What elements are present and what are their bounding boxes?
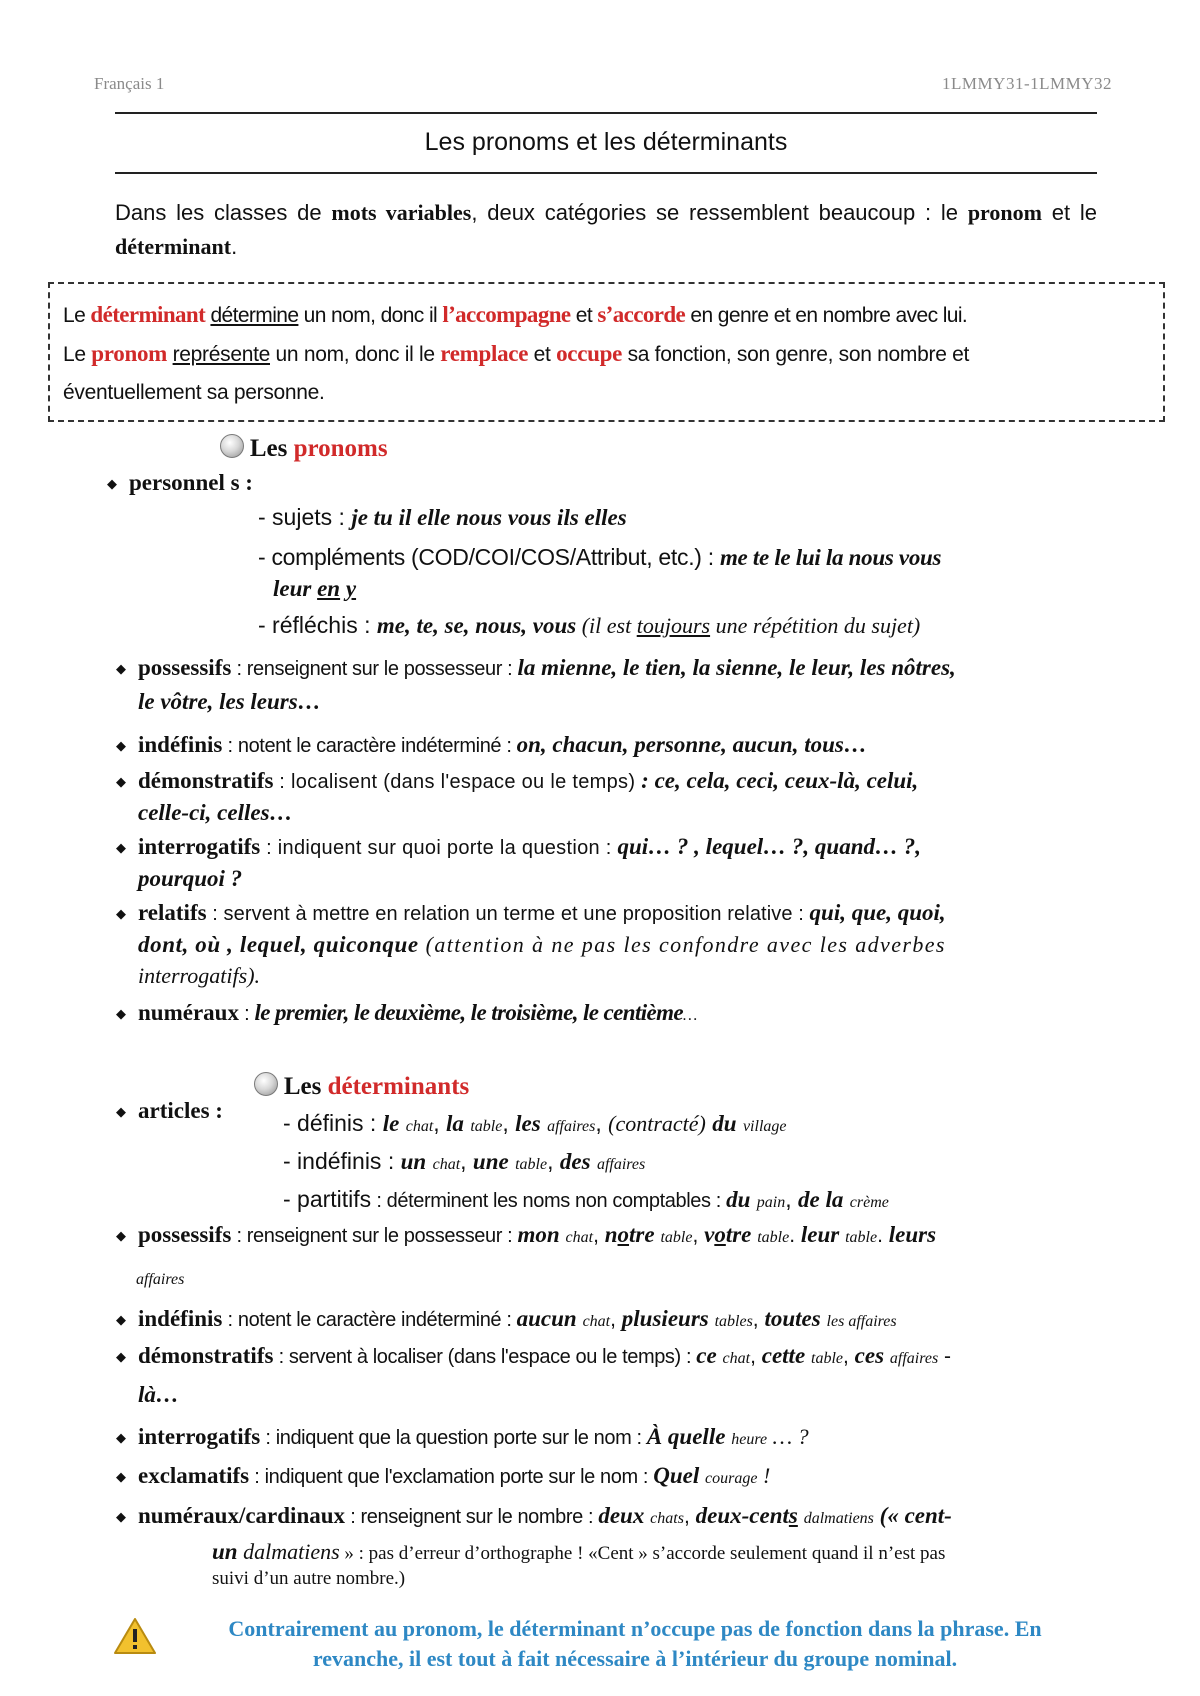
item-numeraux: ◆ numéraux : le premier, le deuxième, le troisième, le centième… [116, 1000, 698, 1025]
diamond-bullet-icon: ◆ [116, 1431, 126, 1446]
sub-complements: - compléments (COD/COI/COS/Attribut, etc.) : me te le lui la nous vous [258, 544, 942, 570]
sub-complements-cont: leur en y [273, 576, 357, 601]
item-det-numeraux-cont: un dalmatiens » : pas d’erreur d’orthographe ! «Cent » s’accorde seulement quand il n’est pas [212, 1539, 946, 1564]
intro-keyword: pronom [967, 200, 1042, 225]
item-personnels: ◆ personnel s : [107, 470, 253, 495]
intro-text: . [231, 234, 238, 259]
title-rule-top [115, 112, 1097, 114]
item-det-interrogatifs: ◆ interrogatifs : indiquent que la question porte sur le nom : À quelle heure … ? [116, 1424, 809, 1449]
note-line-1: Contrairement au pronom, le déterminant n’occupe pas de fonction dans la phrase. En [228, 1616, 1042, 1641]
keyword-determinant: déterminant [90, 302, 206, 327]
diamond-bullet-icon: ◆ [116, 1007, 126, 1022]
item-demonstratifs-cont: celle-ci, celles… [138, 800, 293, 825]
diamond-bullet-icon: ◆ [116, 841, 126, 856]
item-det-indefinis: ◆ indéfinis : notent le caractère indéterminé : aucun chat, plusieurs tables, toutes les affaires [116, 1306, 897, 1331]
bullet-orb-icon [254, 1072, 278, 1096]
diamond-bullet-icon: ◆ [116, 907, 126, 922]
definition-line-determinant: Le déterminant détermine un nom, donc il l’accompagne et s’accorde en genre et en nombre avec lui. [63, 302, 968, 327]
diamond-bullet-icon: ◆ [116, 739, 126, 754]
intro-text: , deux catégories se ressemblent beaucoup : le [471, 200, 968, 225]
keyword-pronom: pronom [91, 341, 168, 366]
warning-icon [113, 1616, 157, 1656]
item-relatifs-cont: dont, où , lequel, quiconque (attention à ne pas les confondre avec les adverbes [138, 932, 946, 957]
note-text [160, 1614, 1110, 1674]
definition-line-pronom: Le pronom représente un nom, donc il le remplace et occupe sa fonction, son genre, son nombre et [63, 341, 970, 366]
item-det-numeraux-note: suivi d’un autre nombre.) [212, 1568, 406, 1589]
bullet-orb-icon [220, 434, 244, 458]
diamond-bullet-icon: ◆ [116, 1470, 126, 1485]
item-articles: ◆ articles : [116, 1098, 223, 1123]
diamond-bullet-icon: ◆ [116, 1350, 126, 1365]
section-heading-determinants: Les déterminants [254, 1072, 469, 1101]
intro-keyword: mots variables [331, 200, 472, 225]
intro-text: Dans les classes de [115, 200, 332, 225]
item-indefinis: ◆ indéfinis : notent le caractère indéterminé : on, chacun, personne, aucun, tous… [116, 732, 867, 757]
note-line-2: revanche, il est tout à fait nécessaire à l’intérieur du groupe nominal. [312, 1646, 958, 1671]
intro-keyword: déterminant [115, 234, 232, 259]
item-det-possessifs: ◆ possessifs : renseignent sur le possesseur : mon chat, notre table, votre table. leur table. leurs [116, 1222, 937, 1247]
diamond-bullet-icon: ◆ [107, 477, 117, 492]
item-det-numeraux: ◆ numéraux/cardinaux : renseignent sur le nombre : deux chats, deux-cents dalmatiens (« cent- [116, 1503, 952, 1528]
definition-text [63, 296, 1153, 412]
item-interrogatifs-cont: pourquoi ? [138, 866, 243, 891]
item-det-demonstratifs: ◆ démonstratifs : servent à localiser (dans l'espace ou le temps) : ce chat, cette table, ces affaires - [116, 1343, 952, 1368]
item-demonstratifs: ◆ démonstratifs : localisent (dans l'espace ou le temps) : ce, cela, ceci, ceux-là, celui, [116, 768, 919, 793]
intro-text: et le [1041, 200, 1098, 225]
diamond-bullet-icon: ◆ [116, 1510, 126, 1525]
header-course: Français 1 [94, 74, 165, 93]
item-det-possessifs-cont: affaires [136, 1271, 185, 1288]
sub-definis: - définis : le chat, la table, les affaires, (contracté) du village [283, 1110, 787, 1136]
header-code: 1LMMY31-1LMMY32 [942, 74, 1112, 93]
diamond-bullet-icon: ◆ [116, 1313, 126, 1328]
item-possessifs-cont: le vôtre, les leurs… [138, 689, 321, 714]
diamond-bullet-icon: ◆ [116, 775, 126, 790]
item-relatifs-note: interrogatifs). [138, 963, 261, 988]
page-title: Les pronoms et les déterminants [424, 128, 788, 156]
sub-sujets: - sujets : je tu il elle nous vous ils elles [258, 504, 627, 530]
item-interrogatifs: ◆ interrogatifs : indiquent sur quoi porte la question : qui… ? , lequel… ?, quand… ?, [116, 834, 922, 859]
diamond-bullet-icon: ◆ [116, 1229, 126, 1244]
diamond-bullet-icon: ◆ [116, 1105, 126, 1120]
item-possessifs: ◆ possessifs : renseignent sur le possesseur : la mienne, le tien, la sienne, le leur, les nôtres, [116, 655, 956, 680]
sub-indefinis-articles: - indéfinis : un chat, une table, des affaires [283, 1148, 646, 1174]
sub-partitifs: - partitifs : déterminent les noms non comptables : du pain, de la crème [283, 1186, 889, 1212]
item-relatifs: ◆ relatifs : servent à mettre en relation un terme et une proposition relative : qui, que, quoi, [116, 900, 946, 925]
title-rule-bottom [115, 172, 1097, 174]
diamond-bullet-icon: ◆ [116, 662, 126, 677]
section-heading-pronoms: Les pronoms [220, 434, 388, 463]
item-det-exclamatifs: ◆ exclamatifs : indiquent que l'exclamation porte sur le nom : Quel courage ! [116, 1463, 771, 1488]
item-det-demonstratifs-cont: là… [138, 1382, 179, 1407]
definition-line-3: éventuellement sa personne. [63, 381, 325, 404]
sub-reflechis: - réfléchis : me, te, se, nous, vous (il est toujours une répétition du sujet) [258, 612, 921, 638]
intro-paragraph [115, 196, 1097, 264]
